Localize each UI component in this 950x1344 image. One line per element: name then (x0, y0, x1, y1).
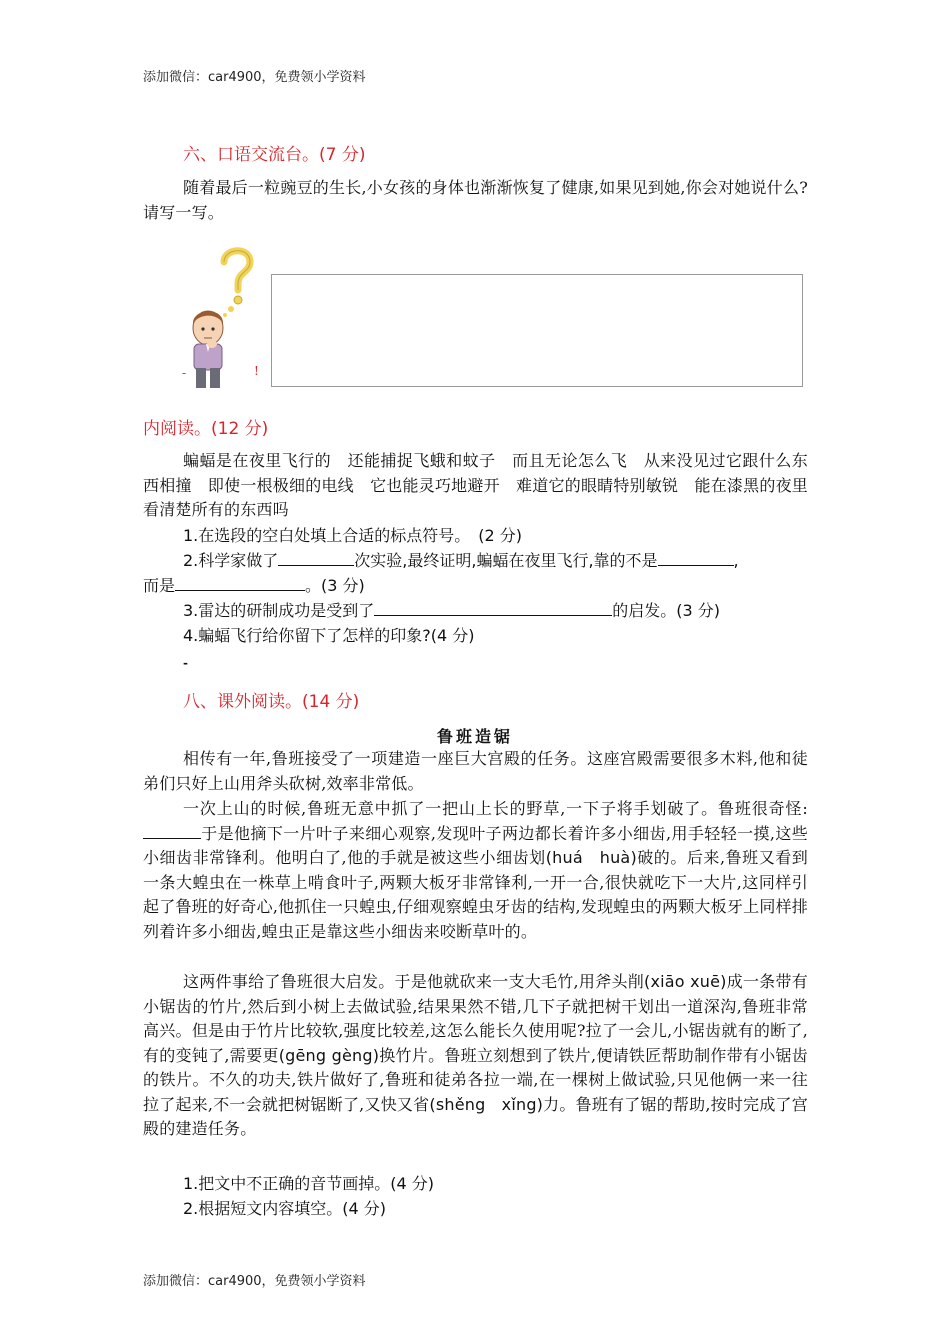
para2-text-c: 破的。后来,鲁班又看到一条大蝗虫在一株草上啃食叶子,两颗大板牙非常锋利,一开一合,很快就吃下一大片,这同样引起了鲁班的好奇心,他抓住一只蝗虫,仔细观察蝗虫牙齿的结构,发现蝗虫的两颗大板牙上同样排列着许多小细齿,蝗虫正是靠这些小细齿来咬断草叶的。 (143, 848, 808, 941)
section-8-q2: 2.根据短文内容填空。(4 分) (183, 1199, 387, 1218)
section-7-q1: 1.在选段的空白处填上合适的标点符号。 (2 分) (183, 526, 523, 545)
para3-text-a: 这两件事给了鲁班很大启发。于是他就砍来一支大毛竹,用斧头削 (183, 972, 645, 991)
story-paragraph-1: 相传有一年,鲁班接受了一项建造一座巨大宫殿的任务。这座宫殿需要很多木料,他和徒弟们只好上山用斧头砍树,效率非常低。 (143, 749, 808, 793)
answer-box[interactable] (271, 274, 803, 387)
dash-mark: - (183, 656, 188, 670)
section-8-q1: 1.把文中不正确的音节画掉。(4 分) (183, 1174, 435, 1193)
q2-blank-1[interactable] (278, 551, 354, 566)
section-6-prompt: 随着最后一粒豌豆的生长,小女孩的身体也渐渐恢复了健康,如果见到她,你会对她说什么?请写一写。 (143, 178, 808, 222)
para3-text-c: 换竹片。鲁班立刻想到了铁片,便请铁匠帮助制作带有小锯齿的铁片。不久的功夫,铁片做好了,鲁班和徒弟各拉一端,在一棵树上做试验,只见他俩一来一往拉了起来,不一会就把树锯断了,又快又省 (143, 1045, 808, 1114)
thinking-boy-illustration (176, 240, 266, 390)
q2-text-d: 而是 (143, 576, 176, 595)
q2-blank-3[interactable] (175, 576, 305, 591)
section-7-q2 (183, 549, 808, 573)
header-watermark: 添加微信：car4900，免费领小学资料 (143, 70, 366, 85)
q2-text-a: 2.科学家做了 (183, 551, 279, 570)
para2-text-a: 一次上山的时候,鲁班无意中抓了一把山上长的野草,一下子将手划破了。鲁班很奇怪: (183, 799, 808, 818)
section-7-q3 (183, 599, 720, 623)
para2-text-b: 于是他摘下一片叶子来细心观察,发现叶子两边都长着许多小细齿,用手轻轻一摸,这些小细齿非常锋利。他明白了,他的手就是被这些小细齿划 (143, 823, 808, 867)
pinyin-hua[interactable]: (huá huà) (545, 848, 637, 867)
red-mark: ! (254, 364, 259, 378)
story-paragraph-2 (143, 797, 808, 944)
section-8-heading: 八、课外阅读。(14 分) (183, 692, 360, 712)
footer-watermark: 添加微信：car4900，免费领小学资料 (143, 1274, 366, 1289)
story-paragraph-3 (143, 970, 808, 1142)
pinyin-sheng[interactable]: (shěng xǐng) (429, 1094, 544, 1114)
section-7-passage: 蝙蝠是在夜里飞行的 还能捕捉飞蛾和蚊子 而且无论怎么飞 从来没见过它跟什么东西相撞 即使一根极细的电线 它也能灵巧地避开 难道它的眼睛特别敏锐 能在漆黑的夜里看清楚所有的东西吗 (143, 451, 808, 519)
q3-blank[interactable] (374, 601, 612, 616)
q3-text-b: 的启发。(3 分) (612, 601, 721, 620)
pinyin-geng[interactable]: (gēng gèng) (278, 1045, 380, 1065)
section-7-heading: 内阅读。(12 分) (143, 419, 269, 439)
para2-blank[interactable] (143, 826, 201, 839)
story-title: 鲁班造锯 (436, 727, 513, 746)
q2-blank-2[interactable] (658, 551, 734, 566)
q2-text-e: 。(3 分) (305, 576, 365, 595)
q2-text-c: , (733, 551, 739, 570)
section-7-q4: 4.蝙蝠飞行给你留下了怎样的印象?(4 分) (183, 626, 475, 645)
section-7-q2-cont (143, 574, 365, 598)
q2-text-b: 次实验,最终证明,蝙蝠在夜里飞行,靠的不是 (354, 551, 658, 570)
pinyin-xiao[interactable]: (xiāo xuē) (644, 972, 727, 991)
red-mark: - (182, 366, 187, 380)
section-6-heading: 六、口语交流台。(7 分) (183, 145, 366, 165)
para3-text-b: 成一条带有小锯齿的竹片,然后到小树上去做试验,结果果然不错,几下子就把树干划出一道深沟,鲁班非常高兴。但是由于竹片比较软,强度比较差,这怎么能长久使用呢?拉了一会儿,小锯齿就有的断了,有的变钝了,需要更 (143, 972, 808, 1065)
para3-text-d: 力。鲁班有了锯的帮助,按时完成了宫殿的建造任务。 (143, 1094, 808, 1138)
q3-text-a: 3.雷达的研制成功是受到了 (183, 601, 375, 620)
